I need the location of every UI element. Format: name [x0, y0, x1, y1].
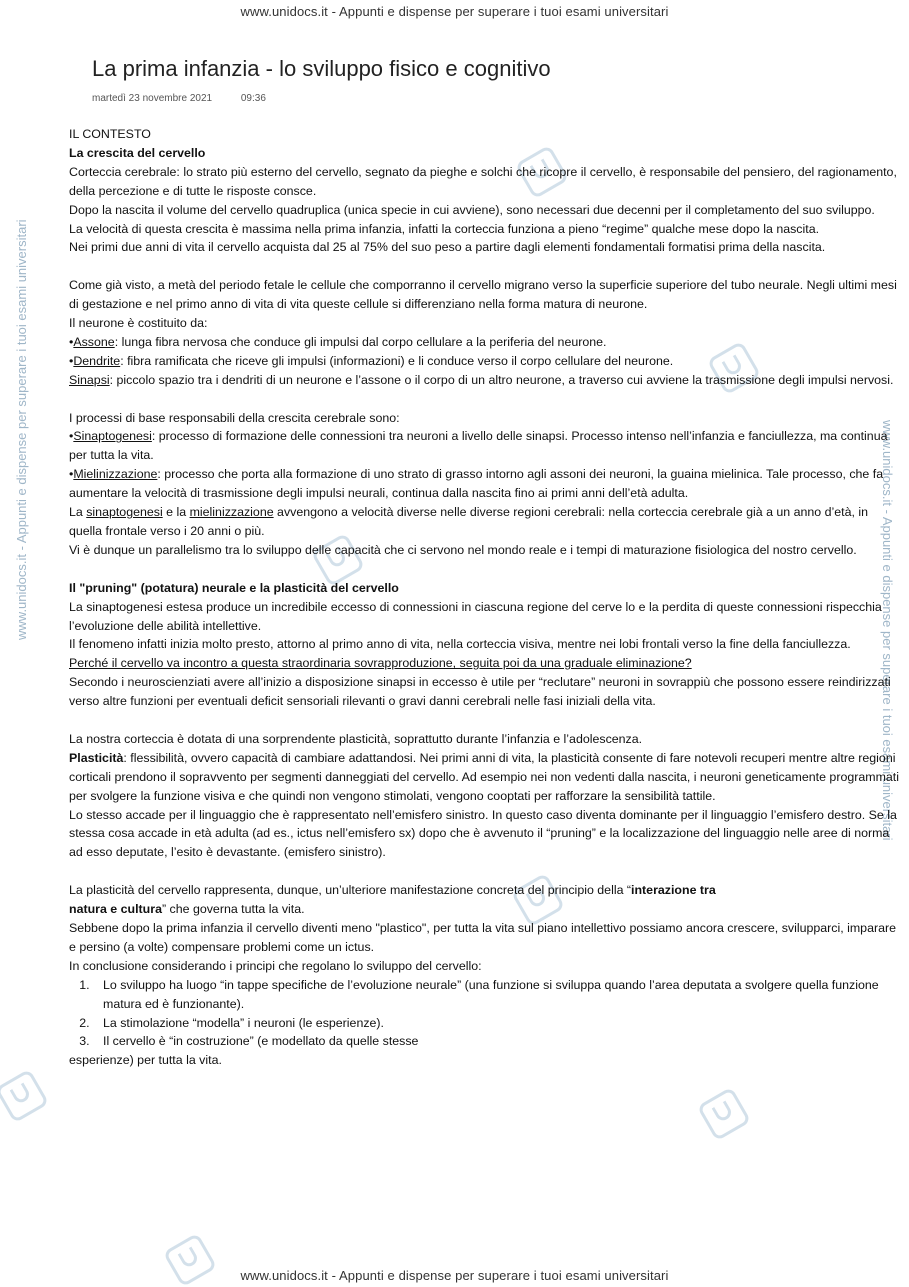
definition: : flessibilità, ovvero capacità di cambiare adattandosi. Nei primi anni di vita, la plasticità consente di fare notevoli recuperi mentre altre regioni corticali prendono il sopravvento per segmenti danneggiati del cervello. Ad esempio nei non vedenti dalla nascita, i neuroni geneticamente programmati per svolgere la funzione visiva e che quindi non vengono stimolati, vengono cooptati per rafforzare la sensibilità tattile.: [69, 750, 899, 803]
context-heading: IL CONTESTO: [69, 127, 151, 141]
paragraph: Il neurone è costituito da:: [69, 316, 208, 331]
paragraph: [69, 503, 901, 541]
watermark-header: www.unidocs.it - Appunti e dispense per superare i tuoi esami universitari: [240, 4, 669, 19]
text: ” che governa tutta la vita.: [161, 902, 305, 917]
term: Dendrite: [73, 353, 121, 368]
principles-list: [69, 976, 901, 1052]
bold-text: natura e cultura: [69, 902, 162, 917]
definition-item: [69, 371, 901, 390]
watermark-footer: www.unidocs.it - Appunti e dispense per superare i tuoi esami universitari: [240, 1268, 669, 1283]
paragraph: La nostra corteccia è dotata di una sorprendente plasticità, soprattutto durante l’infanzia e l’adolescenza.: [69, 731, 643, 746]
page-title: La prima infanzia - lo sviluppo fisico e cognitivo: [92, 56, 551, 81]
paragraph: Lo stesso accade per il linguaggio che è rappresentato nell’emisfero sinistro. In questo caso diventa dominante per il linguaggio l’emisfero destro. Se la stessa cosa accade in età adulta (ad es., ictus nell’emisfero sx) dopo che è avvenuto il “pruning” e la localizzazione del linguaggio nelle aree di norma ad esso deputate, l’esito è devastante. (emisfero sinistro).: [69, 807, 897, 860]
watermark-side-right: www.unidocs.it - Appunti e dispense per superare i tuoi esami universitari: [880, 420, 895, 841]
paragraph: In conclusione considerando i principi che regolano lo sviluppo del cervello:: [69, 958, 482, 973]
term: Mielinizzazione: [73, 467, 158, 482]
bullet-item: [69, 333, 901, 352]
definition: : fibra ramificata che riceve gli impulsi (informazioni) e li conduce verso il corpo cellulare del neurone.: [120, 353, 674, 368]
term: sinaptogenesi: [86, 505, 163, 520]
text: La plasticità del cervello rappresenta, dunque, un’ulteriore manifestazione concreta del principio della “: [69, 883, 632, 898]
paragraph: La velocità di questa crescita è massima nella prima infanzia, infatti la corteccia funziona a pieno “regime” qualche mese dopo la nascita.: [69, 221, 820, 236]
bold-text: interazione tra: [631, 883, 716, 898]
pruning-heading: Il "pruning" (potatura) neurale e la plasticità del cervello: [69, 580, 399, 595]
watermark-side-left: www.unidocs.it - Appunti e dispense per superare i tuoi esami universitari: [14, 219, 29, 640]
paragraph: Sebbene dopo la prima infanzia il cervello diventi meno "plastico", per tutta la vita sul piano intellettivo possiamo ancora crescere, svilupparci, imparare e persino (a volte) compensare problemi come un ictus.: [69, 920, 897, 954]
paragraph: I processi di base responsabili della crescita cerebrale sono:: [69, 410, 400, 425]
paragraph: Secondo i neuroscienziati avere all’inizio a disposizione sinapsi in eccesso è utile per “reclutare” neuroni in sovrappiù che possono essere reindirizzati verso altre funzioni per eventuali deficit sensoriali rilevanti o gravi danni cerebrali nelle fasi iniziali della vita.: [69, 675, 891, 709]
term: Assone: [73, 334, 115, 349]
text: avvengono a velocità diverse nelle diverse regioni cerebrali: nella corteccia cerebrale già a un anno d’età, in quella frontale verso i 20 anni o più.: [69, 505, 869, 538]
definition: : processo di formazione delle connessioni tra neuroni a livello delle sinapsi. Processo intenso nell’infanzia e fanciullezza, ma continua per tutta la vita.: [69, 429, 888, 463]
paragraph: Come già visto, a metà del periodo fetale le cellule che comporranno il cervello migrano verso la superficie superiore del tubo neurale. Negli ultimi mesi di gestazione e nel primo anno di vita di vita queste cellule si differenziano nella forma matura di neurone.: [69, 278, 897, 312]
term: Sinapsi: [69, 372, 110, 387]
question-line: Perché il cervello va incontro a questa straordinaria sovrapproduzione, seguita poi da una graduale eliminazione?: [69, 656, 692, 671]
time-text: 09:36: [240, 93, 266, 104]
paragraph: Nei primi due anni di vita il cervello acquista dal 25 al 75% del suo peso a partire dagli elementi fondamentali formatisi prima della nascita.: [69, 240, 826, 255]
term: Plasticità: [69, 750, 124, 765]
list-item: 3. Il cervello è “in costruzione” (e modellato da quelle stesse: [93, 1032, 901, 1051]
paragraph: Dopo la nascita il volume del cervello quadruplica (unica specie in cui avviene), sono necessari due decenni per il completamento del suo sviluppo.: [69, 202, 875, 217]
paragraph: Corteccia cerebrale: lo strato più esterno del cervello, segnato da pieghe e solchi che ricopre il cervello, è responsabile del pensiero, del ragionamento, della percezione e di tutte le risposte consce.: [69, 164, 897, 198]
text: La: [69, 505, 87, 520]
definition: : lunga fibra nervosa che conduce gli impulsi dal corpo cellulare a la periferia del neurone.: [114, 334, 607, 349]
page-date: [92, 93, 292, 104]
definition: : processo che porta alla formazione di uno strato di grasso intorno agli assoni dei neuroni, la guaina mielinica. Tale processo, che fa aumentare la velocità di trasmissione degli impulsi neurali, continua dalla nascita fino ai primi anni dell’età adulta.: [69, 467, 884, 501]
paragraph: Vi è dunque un parallelismo tra lo sviluppo delle capacità che ci servono nel mondo reale e i tempi di maturazione fisiologica del nostro cervello.: [69, 542, 857, 557]
list-item: 1. Lo sviluppo ha luogo “in tappe specifiche de l’evoluzione neurale” (una funzione si sviluppa quando l’area deputata a svolgere quella funzione matura ed è funzionante).: [93, 976, 901, 1014]
term: Sinaptogenesi: [73, 429, 152, 444]
watermark-logo-icon: [697, 1087, 752, 1142]
date-text: martedì 23 novembre 2021: [92, 93, 213, 104]
definition-item: [69, 749, 901, 806]
note-content: [69, 125, 901, 1070]
bullet-item: [69, 465, 901, 503]
term: mielinizzazione: [189, 505, 274, 520]
paragraph: [69, 881, 901, 919]
definition: : piccolo spazio tra i dendriti di un neurone e l’assone o il corpo di un altro neurone, a traverso cui avviene la trasmissione degli impulsi nervosi.: [109, 372, 894, 387]
paragraph: Il fenomeno infatti inizia molto presto, attorno al primo anno di vita, nella corteccia visiva, mentre nei lobi frontali verso la fine della fanciullezza.: [69, 637, 851, 652]
paragraph: esperienze) per tutta la vita.: [69, 1053, 222, 1068]
bullet-item: [69, 427, 901, 465]
growth-heading: La crescita del cervello: [69, 145, 206, 160]
text: e la: [162, 505, 190, 520]
paragraph: La sinaptogenesi estesa produce un incredibile eccesso di connessioni in ciascuna regione del cerve lo e la perdita di queste connessioni rispecchia l’evoluzione delle abilità intellettive.: [69, 599, 882, 633]
bullet-item: [69, 352, 901, 371]
list-item: 2. La stimolazione “modella” i neuroni (le esperienze).: [93, 1014, 901, 1033]
watermark-logo-icon: [0, 1069, 49, 1124]
